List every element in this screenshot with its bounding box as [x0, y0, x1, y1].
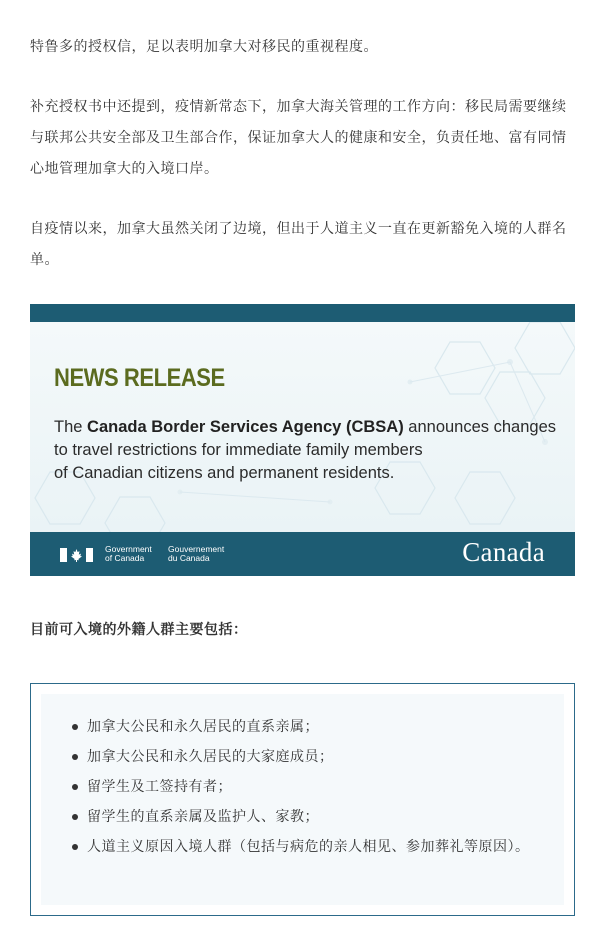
- list-item: [41, 712, 564, 742]
- banner-footer: [30, 532, 575, 576]
- paragraph-1: 特鲁多的授权信，足以表明加拿大对移民的重视程度。: [30, 39, 378, 55]
- bullet-icon: [72, 724, 78, 730]
- eligible-groups-inner: [41, 694, 564, 905]
- list-item: [41, 832, 564, 862]
- bullet-icon: [72, 784, 78, 790]
- news-agency-name: Canada Border Services Agency (CBSA): [87, 418, 404, 436]
- list-item-text: 加拿大公民和永久居民的大家庭成员；: [87, 749, 334, 765]
- canada-wordmark: Canada: [462, 537, 545, 567]
- news-release-banner: [30, 304, 575, 576]
- list-item-text: 留学生及工签持有者；: [87, 779, 232, 795]
- gov-en-line-2: of Canada: [105, 553, 145, 563]
- news-release-body: [54, 416, 564, 485]
- gov-en-line-1: Government: [105, 544, 152, 554]
- gov-fr-line-1: Gouvernement: [168, 544, 225, 554]
- government-of-canada-fr: [168, 545, 224, 563]
- bullet-icon: [72, 754, 78, 760]
- banner-top-bar: [30, 304, 575, 322]
- list-item-text: 留学生的直系亲属及监护人、家教；: [87, 809, 319, 825]
- list-item: [41, 772, 564, 802]
- list-item: [41, 802, 564, 832]
- list-item: [41, 742, 564, 772]
- eligible-groups-heading: 目前可入境的外籍人群主要包括：: [30, 622, 248, 638]
- bullet-icon: [72, 814, 78, 820]
- eligible-groups-box: [30, 683, 575, 916]
- news-line-1: [54, 416, 564, 439]
- paragraph-3: 自疫情以来，加拿大虽然关闭了边境，但出于人道主义一直在更新豁免入境的人群名单。: [30, 221, 567, 268]
- news-line-2: to travel restrictions for immediate family members: [54, 441, 423, 459]
- news-release-title: NEWS RELEASE: [54, 364, 225, 392]
- news-line-1-suffix: announces changes: [403, 418, 556, 436]
- canada-flag-icon: [60, 548, 93, 562]
- news-line-1-prefix: The: [54, 418, 88, 436]
- list-item-text: 加拿大公民和永久居民的直系亲属；: [87, 719, 319, 735]
- eligible-groups-list: [41, 712, 564, 862]
- paragraph-2: 补充授权书中还提到，疫情新常态下，加拿大海关管理的工作方向：移民局需要继续与联邦公共安全部及卫生部合作，保证加拿大人的健康和安全，负责任地、富有同情心地管理加拿大的入境口岸。: [30, 99, 567, 177]
- government-of-canada-en: [105, 545, 152, 563]
- list-item-text: 人道主义原因入境人群（包括与病危的亲人相见、参加葬礼等原因）。: [87, 839, 530, 855]
- news-line-3: of Canadian citizens and permanent residents.: [54, 464, 395, 482]
- gov-fr-line-2: du Canada: [168, 553, 210, 563]
- bullet-icon: [72, 844, 78, 850]
